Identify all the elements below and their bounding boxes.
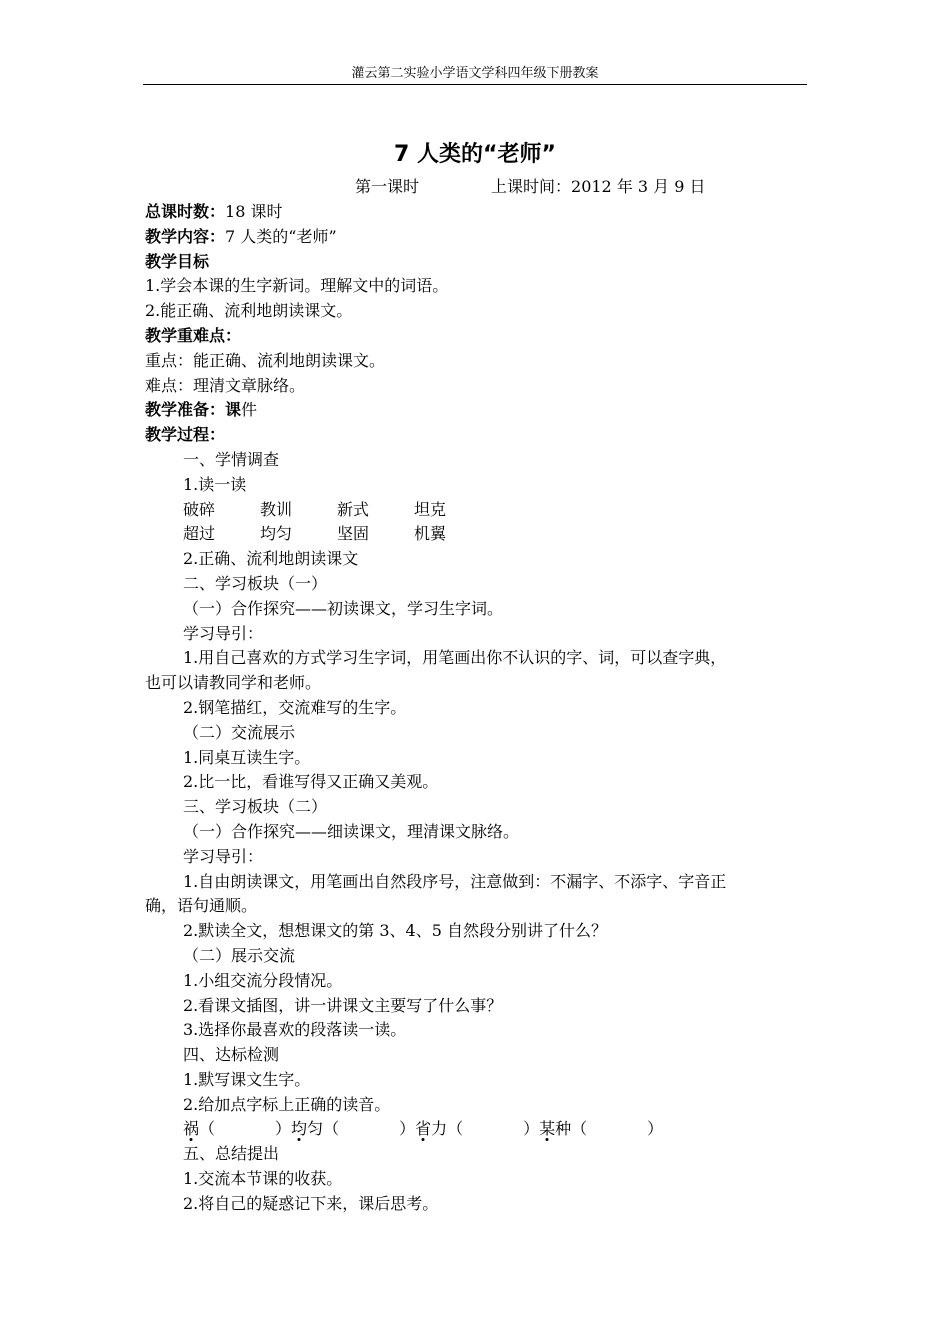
step-item: 1.自由朗读课文，用笔画出自然段序号，注意做到：不漏字、不添字、字音正 (183, 871, 727, 891)
section-heading: 二、学习板块（一） (183, 573, 328, 593)
step-item: 1.同桌互读生字。 (183, 747, 311, 767)
pinyin-item-text: 种（ (555, 1119, 588, 1139)
word-row (145, 498, 811, 523)
goal-item: 2.能正确、流利地朗读课文。 (145, 301, 353, 321)
dotted-char: 均 (291, 1119, 308, 1139)
teaching-prep-value: 件 (241, 400, 258, 420)
word: 破碎 (183, 499, 216, 519)
pinyin-item (183, 1119, 291, 1138)
step-item: 1.默写课文生字。 (183, 1069, 311, 1089)
subsection-heading: （二）交流展示 (183, 722, 296, 742)
subsection-heading: （一）合作探究——初读课文，学习生字词。 (183, 598, 504, 618)
total-hours-label: 总课时数： (145, 202, 226, 221)
pinyin-exercise (145, 1117, 811, 1142)
word-row (145, 522, 811, 547)
goals-heading: 教学目标 (145, 251, 210, 271)
step-item: 2.默读全文，想想课文的第 3、4、5 自然段分别讲了什么？ (183, 921, 607, 941)
subsection-heading: （二）展示交流 (183, 945, 296, 965)
word: 超过 (183, 524, 216, 544)
pinyin-close: ） (523, 1119, 540, 1139)
header-divider (143, 84, 807, 85)
guide-label: 学习导引： (183, 846, 264, 866)
dotted-char: 某 (539, 1119, 556, 1139)
pinyin-close: ） (399, 1119, 416, 1139)
pinyin-item (539, 1119, 663, 1138)
pinyin-close: ） (647, 1119, 664, 1139)
key-points-heading: 教学重难点： (145, 325, 242, 345)
pinyin-item (415, 1119, 539, 1138)
lesson-title: 7 人类的“老师” (394, 142, 556, 167)
step-item: 1.读一读 (183, 474, 247, 494)
step-item: 2.给加点字标上正确的读音。 (183, 1094, 391, 1114)
step-item: 2.看课文插图，讲一讲课文主要写了什么事？ (183, 995, 503, 1015)
step-item: 1.小组交流分段情况。 (183, 970, 343, 990)
step-item: 3.选择你最喜欢的段落读一读。 (183, 1020, 407, 1040)
dotted-char: 祸 (183, 1119, 200, 1139)
lesson-subtitle (355, 176, 706, 198)
step-item: 2.将自己的疑惑记下来，课后思考。 (183, 1193, 439, 1213)
section-heading: 五、总结提出 (183, 1144, 280, 1164)
word: 均匀 (260, 524, 293, 544)
teaching-content (145, 225, 811, 250)
pinyin-item (291, 1119, 415, 1138)
pinyin-item-text: 匀（ (307, 1119, 340, 1139)
goal-item: 1.学会本课的生字新词。理解文中的词语。 (145, 276, 449, 296)
process-heading: 教学过程： (145, 425, 226, 445)
dotted-char: 省 (415, 1119, 432, 1139)
step-item: 2.钢笔描红，交流难写的生字。 (183, 697, 407, 717)
word: 教训 (260, 499, 293, 519)
difficult-point: 难点：理清文章脉络。 (145, 375, 306, 395)
section-heading: 一、学情调查 (183, 449, 280, 469)
word: 坚固 (337, 524, 370, 544)
subsection-heading: （一）合作探究——细读课文，理清课文脉络。 (183, 821, 520, 841)
page-header: 灌云第二实验小学语文学科四年级下册教案 (351, 66, 599, 81)
pinyin-item-text: （ (199, 1119, 216, 1139)
key-point: 重点：能正确、流利地朗读课文。 (145, 350, 386, 370)
word: 坦克 (414, 499, 447, 519)
total-hours-value: 18 课时 (225, 202, 283, 221)
guide-label: 学习导引： (183, 623, 264, 643)
lesson-date: 上课时间：2012 年 3 月 9 日 (491, 177, 706, 196)
step-item-continued: 也可以请教同学和老师。 (145, 673, 322, 693)
section-heading: 三、学习板块（二） (183, 797, 328, 817)
teaching-prep-label: 教学准备：课 (145, 400, 242, 420)
total-hours (145, 200, 811, 225)
step-item: 2.比一比，看谁写得又正确又美观。 (183, 772, 439, 792)
lesson-body (145, 200, 811, 1217)
step-item: 1.交流本节课的收获。 (183, 1169, 343, 1189)
step-item: 2.正确、流利地朗读课文 (183, 549, 359, 569)
lesson-period: 第一课时 (355, 177, 420, 196)
step-item-continued: 确，语句通顺。 (145, 896, 258, 916)
pinyin-close: ） (275, 1119, 292, 1139)
word: 新式 (337, 499, 370, 519)
teaching-prep (145, 398, 811, 423)
word: 机翼 (414, 524, 447, 544)
step-item: 1.用自己喜欢的方式学习生字词，用笔画出你不认识的字、词，可以查字典， (183, 648, 727, 668)
teaching-content-label: 教学内容： (145, 226, 226, 246)
pinyin-item-text: 力（ (431, 1119, 464, 1139)
section-heading: 四、达标检测 (183, 1045, 280, 1065)
teaching-content-value: 7 人类的“老师” (225, 226, 337, 246)
